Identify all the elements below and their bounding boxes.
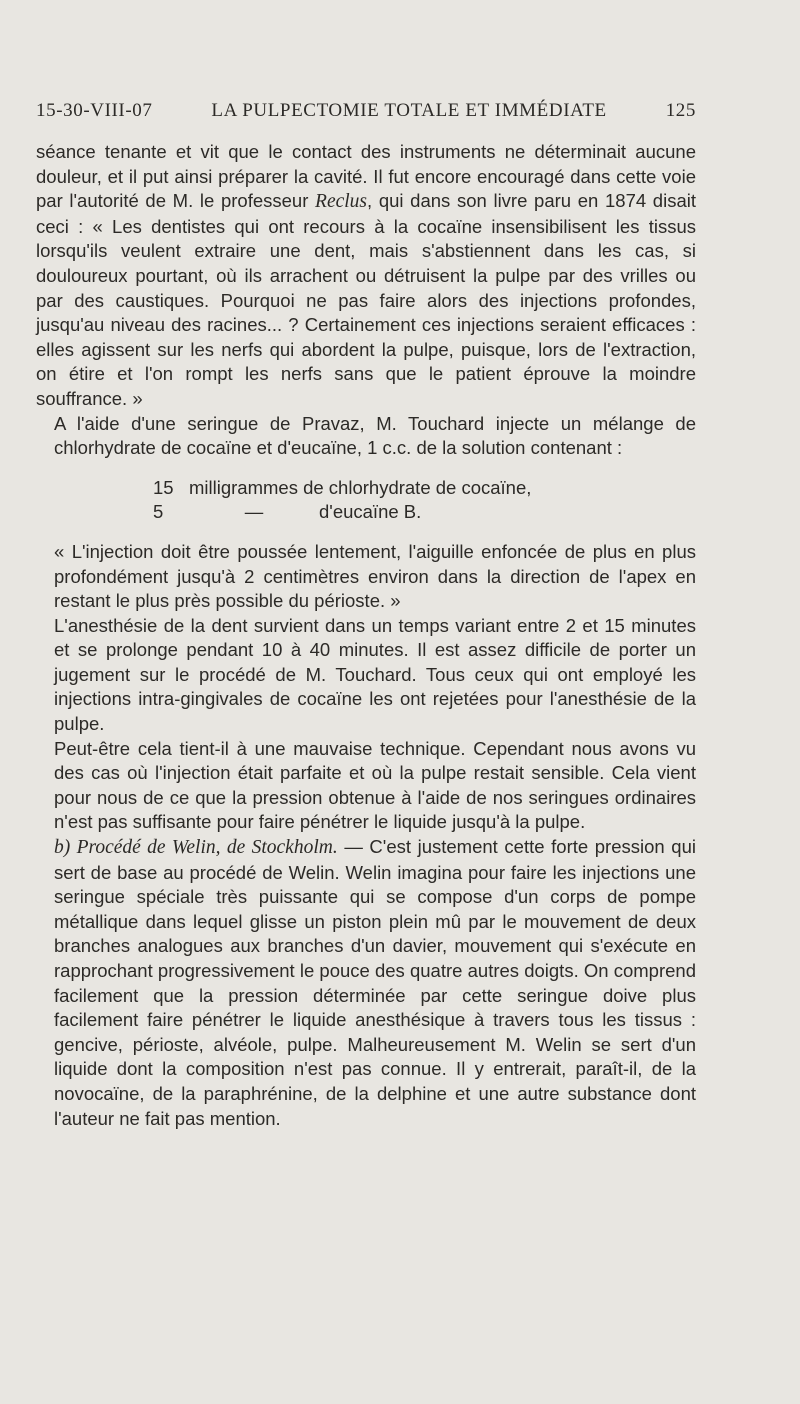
paragraph-2: A l'aide d'une seringue de Pravaz, M. Touchard injecte un mélange de chlorhydrate de cocaïne et d'eucaïne, 1 c.c. de la solution contenant : bbox=[54, 412, 696, 459]
formula-ditto-dash: — bbox=[244, 501, 264, 523]
paragraph-1 bbox=[36, 140, 696, 412]
formula-block bbox=[36, 476, 696, 525]
paragraph-6-text: — C'est justement cette forte pression qui sert de base au procédé de Welin. Welin imagina pour faire les injections une seringue spéciale très puissante qui se compose d'un corps de pompe métallique dans lequel glisse un piston plein mû par le mouvement de deux branches analogues aux branches d'un davier, mouvement qui s'exécute en rapprochant progressivement le pouce des quatre autres doigts. On comprend facilement que la pression déterminée par cette seringue doive plus facilement faire pénétrer le liquide anesthésique à travers tous les tissus : gencive, périoste, alvéole, pulpe. Malheureusement M. Welin se sert d'un liquide dont la composition n'est pas connue. Il y entrerait, paraît-il, de la novocaïne, de la paraphrénine, de la delphine et une autre substance dont l'auteur ne fait pas mention. bbox=[54, 836, 696, 1129]
page-body bbox=[36, 140, 696, 1131]
formula-quantity-1: 15 bbox=[153, 476, 174, 498]
formula-text-1: milligrammes de chlorhydrate de cocaïne, bbox=[189, 476, 532, 498]
page-number: 125 bbox=[665, 100, 696, 121]
header-title: LA PULPECTOMIE TOTALE ET IMMÉDIATE bbox=[211, 100, 607, 121]
formula-quantity-2: 5 bbox=[153, 501, 164, 523]
formula-row-2 bbox=[153, 500, 696, 525]
header-date: 15-30-VIII-07 bbox=[36, 100, 153, 121]
paragraph-3: « L'injection doit être poussée lentement, l'aiguille enfoncée de plus en plus profondément jusqu'à 2 centimètres environ dans la direction de l'apex en restant le plus près possible du périoste. » bbox=[54, 540, 696, 612]
author-name-italic: Reclus bbox=[315, 191, 368, 213]
formula-row-1 bbox=[153, 476, 696, 501]
running-header bbox=[36, 100, 696, 122]
paragraph-5: Peut-être cela tient-il à une mauvaise technique. Cependant nous avons vu des cas où l'injection était parfaite et où la pulpe restait sensible. Cela vient pour nous de ce que la pression obtenue à l'aide de nos seringues ordinaires n'est pas suffisante pour faire pénétrer le liquide jusqu'à la pulpe. bbox=[54, 737, 696, 833]
paragraph-4: L'anesthésie de la dent survient dans un temps variant entre 2 et 15 minutes et se prolonge pendant 10 à 40 minutes. Il est assez difficile de porter un jugement sur le procédé de M. Touchard. Tous ceux qui ont employé les injections intra-gingivales de cocaïne les ont rejetées pour l'anesthésie de la pulpe. bbox=[54, 614, 696, 735]
paragraph-1-text-b: , qui dans son livre paru en 1874 disait ceci : « Les dentistes qui ont recours à la cocaïne insensibilisent les tissus lorsqu'ils veulent extraire une dent, mais s'abstiennent dans les cas, si douloureux pourtant, où ils arrachent ou détruisent la pulpe par des vrilles ou par des caustiques. Pourquoi ne pas faire alors des injections profondes, jusqu'au niveau des racines... ? Certainement ces injections seraient efficaces : elles agissent sur les nerfs qui abordent la pulpe, puisque, lors de l'extraction, on étire et l'on rompt les nerfs sans que le patient éprouve la moindre souffrance. » bbox=[36, 190, 696, 409]
paragraph-1-text-a: séance tenante et vit que le contact des instruments ne déterminait aucune douleur, et il put ainsi préparer la cavité. Il fut encore encouragé dans cette voie par l'autorité de M. le professeur bbox=[36, 141, 696, 212]
section-heading-italic: b) Procédé de Welin, de Stockholm. bbox=[54, 837, 338, 859]
formula-text-2: d'eucaïne B. bbox=[319, 501, 422, 523]
paragraph-6 bbox=[36, 835, 696, 1131]
